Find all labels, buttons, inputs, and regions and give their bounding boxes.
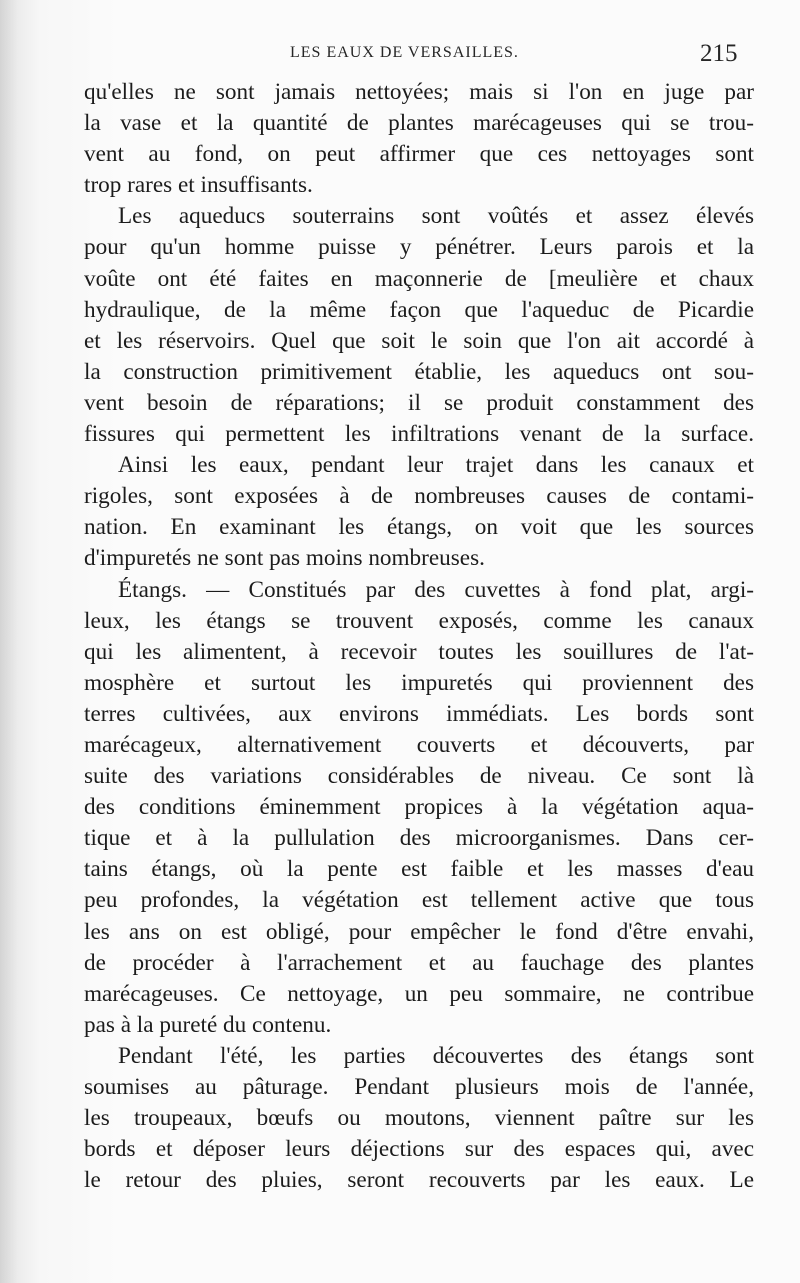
text-line: vent au fond, on peut affirmer que ces nettoyages sont (84, 141, 754, 168)
text-line: pour qu'un homme puisse y pénétrer. Leurs parois et la (84, 234, 754, 261)
text-line: la vase et la quantité de plantes marécageuses qui se trou- (84, 110, 754, 137)
text-line: voûte ont été faites en maçonnerie de [meulière et chaux (84, 265, 754, 292)
text-line: pas à la pureté du contenu. (84, 1011, 332, 1038)
text-line: vent besoin de réparations; il se produit constamment des (84, 389, 754, 416)
text-line: marécageuses. Ce nettoyage, un peu sommaire, ne contribue (84, 980, 754, 1007)
text-line: mosphère et surtout les impuretés qui proviennent des (84, 669, 754, 696)
text-line: tains étangs, où la pente est faible et les masses d'eau (84, 856, 754, 883)
text-line: bords et déposer leurs déjections sur des espaces qui, avec (84, 1136, 754, 1163)
text-line: des conditions éminemment propices à la végétation aqua- (84, 794, 754, 821)
text-line: leux, les étangs se trouvent exposés, comme les canaux (84, 607, 754, 634)
text-line: d'impuretés ne sont pas moins nombreuses. (84, 545, 485, 572)
text-line: soumises au pâturage. Pendant plusieurs mois de l'année, (84, 1074, 754, 1100)
text-line: Étangs. — Constitués par des cuvettes à fond plat, argi- (118, 576, 754, 603)
running-head: LES EAUX DE VERSAILLES. (290, 44, 519, 61)
text-line: rigoles, sont exposées à de nombreuses causes de contami- (84, 483, 754, 510)
text-line: les ans on est obligé, pour empêcher le fond d'être envahi, (84, 918, 754, 945)
text-line: trop rares et insuffisants. (84, 172, 313, 199)
text-line: fissures qui permettent les infiltrations venant de la surface. (84, 421, 754, 448)
text-line: nation. En examinant les étangs, on voit que les sources (84, 514, 754, 541)
text-line: la construction primitivement établie, les aqueducs ont sou- (84, 358, 754, 385)
text-line: les troupeaux, bœufs ou moutons, viennent paître sur les (84, 1105, 754, 1132)
text-line: peu profondes, la végétation est tellement active que tous (84, 887, 754, 914)
text-line: qu'elles ne sont jamais nettoyées; mais si l'on en juge par (84, 79, 754, 105)
text-line: hydraulique, de la même façon que l'aqueduc de Picardie (84, 296, 754, 323)
text-line: le retour des pluies, seront recouverts par les eaux. Le (84, 1167, 754, 1194)
text-line: et les réservoirs. Quel que soit le soin que l'on ait accordé à (84, 327, 754, 354)
text-line: terres cultivées, aux environs immédiats. Les bords sont (84, 700, 754, 727)
text-line: Les aqueducs souterrains sont voûtés et assez élevés (118, 203, 754, 230)
text-line: de procéder à l'arrachement et au fauchage des plantes (84, 949, 754, 976)
text-line: qui les alimentent, à recevoir toutes les souillures de l'at- (84, 638, 754, 665)
body-text (84, 77, 754, 1196)
text-line: Ainsi les eaux, pendant leur trajet dans les canaux et (118, 452, 754, 479)
text-line: suite des variations considérables de niveau. Ce sont là (84, 763, 754, 790)
page-number: 215 (700, 40, 738, 67)
text-line: tique et à la pullulation des microorganismes. Dans cer- (84, 825, 754, 852)
text-line: Pendant l'été, les parties découvertes des étangs sont (118, 1042, 754, 1069)
text-line: marécageux, alternativement couverts et découverts, par (84, 731, 754, 758)
